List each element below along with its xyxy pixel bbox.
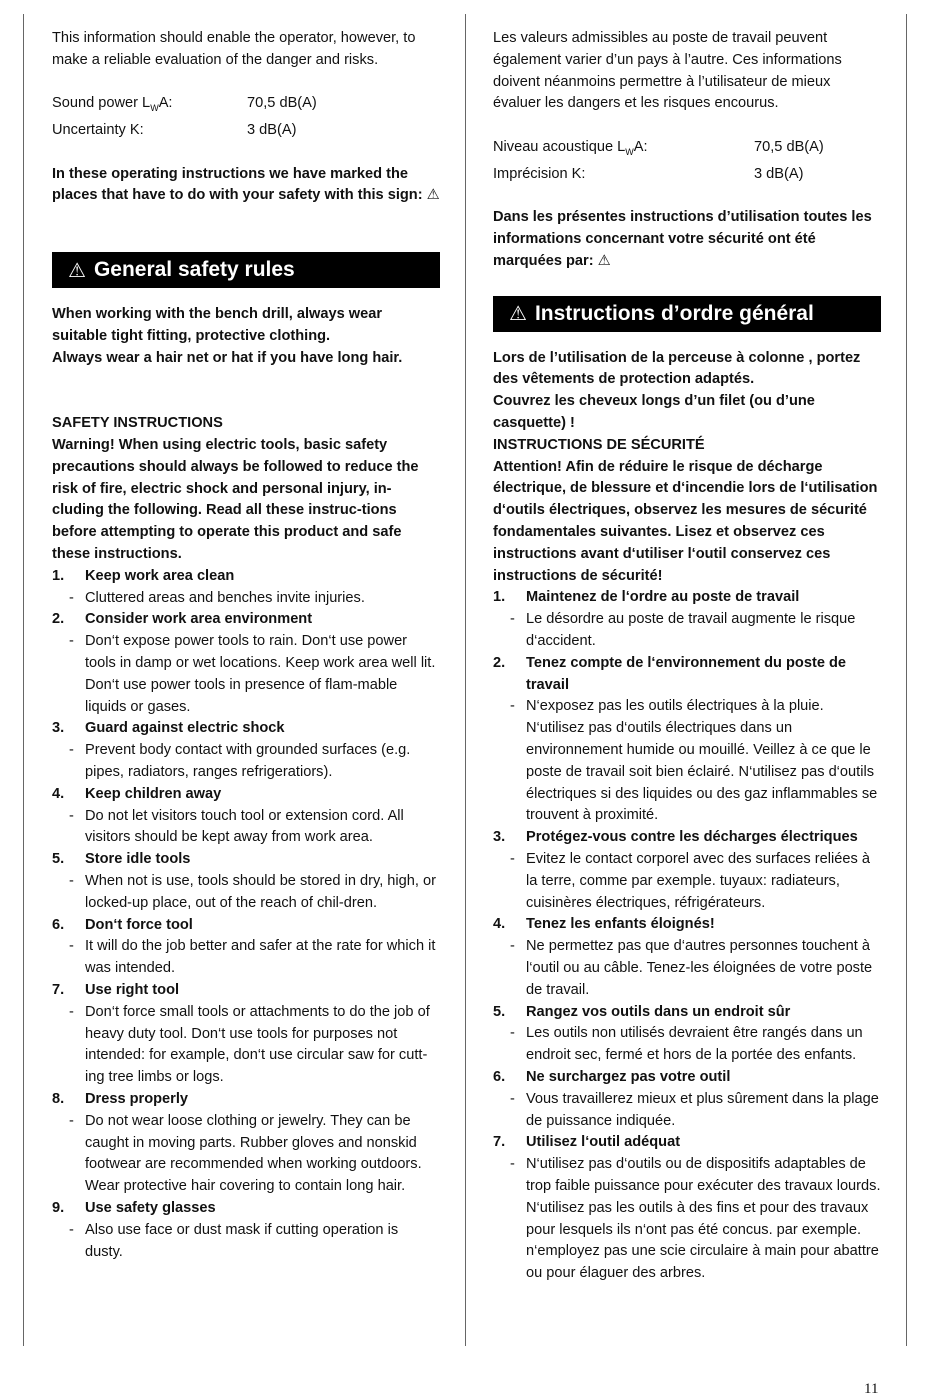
list-item: 6. Don‘t force tool - It will do the job better and safer at the rate for which it was intended. — [52, 915, 440, 980]
list-item: 2. Consider work area environment - Don‘t expose power tools to rain. Don‘t use power tools in damp or wet locations. Keep work area well lit. Don‘t use power tools in presence of flam-mable liquids or gases. — [52, 609, 440, 718]
safety-sign-note: In these operating instructions we have marked the places that have to do with your safety with this sign: ⚠ — [52, 165, 440, 204]
item-description: Also use face or dust mask if cutting operation is dusty. — [85, 1221, 399, 1260]
hair-note: Couvrez les cheveux longs d’un filet (ou d’une casquette) ! — [493, 393, 815, 432]
item-title: Use safety glasses — [85, 1199, 216, 1216]
item-description: Do not wear loose clothing or jewelry. They can be caught in moving parts. Rubber gloves and nonskid footwear are recommended when working outdoors. Wear protective hair covering to contain long hair. — [85, 1112, 422, 1195]
list-item: 3. Guard against electric shock - Prevent body contact with grounded surfaces (e.g. pipes, radiators, ranges refrigeratiors). — [52, 718, 440, 783]
spec-label: Sound power $L_WA$: — [52, 95, 173, 114]
safety-instructions-title: INSTRUCTIONS DE SÉCURITÉ — [493, 436, 705, 453]
list-item: 9. Use safety glasses - Also use face or dust mask if cutting operation is dusty. — [52, 1198, 440, 1263]
item-number: 1. — [52, 567, 65, 584]
item-description: Vous travaillerez mieux et plus sûrement dans la plage de puissance indiquée. — [526, 1090, 879, 1129]
left-margin-rule — [23, 14, 24, 1346]
item-description: N‘exposez pas les outils électriques à la pluie. N‘utilisez pas d‘outils électriques dans un environnement humide ou mouillé. Veillez à ce que le poste de travail soit bien éclairé. N‘utilisez pas d‘outils électriques si des liquides ou des gaz inflammables se trouvent à proximité. — [526, 698, 878, 824]
section-heading — [52, 252, 440, 288]
item-number: 7. — [493, 1134, 506, 1151]
item-title: Tenez compte de l‘environnement du poste de travail — [526, 654, 847, 693]
intro-text: Les valeurs admissibles au poste de travail peuvent également varier d’un pays à l’autre. Ces informations doivent néanmoins permettre à l’utilisateur de mieux évaluer les dangers et les risques encourus. — [493, 30, 842, 112]
item-title: Don‘t force tool — [85, 916, 193, 933]
item-description: Do not let visitors touch tool or extension cord. All visitors should be kept away from work area. — [85, 807, 404, 846]
list-item: 1. Maintenez de l‘ordre au poste de travail - Le désordre au poste de travail augmente le risque d‘accident. — [493, 587, 881, 652]
item-description: Le désordre au poste de travail augmente le risque d‘accident. — [526, 611, 856, 650]
item-description: Cluttered areas and benches invite injuries. — [85, 589, 365, 606]
sound-power-row — [52, 93, 440, 120]
section-heading — [493, 296, 881, 332]
item-title: Protégez-vous contre les décharges électriques — [526, 829, 858, 846]
item-description: When not is use, tools should be stored in dry, high, or locked-up place, out of the reach of chil-dren. — [85, 873, 436, 911]
sound-power-row — [493, 137, 881, 164]
item-number: 7. — [52, 981, 65, 998]
english-column — [52, 28, 440, 1263]
warning-triangle-icon: ⚠ — [68, 259, 86, 282]
item-number: 1. — [493, 589, 506, 606]
spec-value: 3 dB(A) — [247, 122, 297, 139]
item-title: Rangez vos outils dans un endroit sûr — [526, 1003, 791, 1020]
item-description: Evitez le contact corporel avec des surfaces reliées à la terre, comme par exemple. tuyaux: radiateurs, cuisinères électriques, réfrigérateurs. — [526, 851, 870, 911]
item-number: 3. — [52, 720, 65, 737]
warning-paragraph: Attention! Afin de réduire le risque de décharge électrique, de blessure et d‘incendie lors de l‘utilisation d‘outils électriques, observez les mesures de sécurité fondamentales suivantes. Lisez et observez ces instructions avant d‘utiliser l‘outil conservez ces instructions de sécurité! — [493, 458, 878, 584]
list-item: 4. Tenez les enfants éloignés! - Ne permettez pas que d‘autres personnes touchent à l‘outil ou au câble. Tenez-les éloignées de votre poste de travail. — [493, 914, 881, 1001]
item-title: Tenez les enfants éloignés! — [526, 916, 715, 933]
list-item: 6. Ne surchargez pas votre outil - Vous travaillerez mieux et plus sûrement dans la plage de puissance indiquée. — [493, 1067, 881, 1132]
list-item: 5. Store idle tools - When not is use, tools should be stored in dry, high, or locked-up place, out of the reach of chil-dren. — [52, 849, 440, 914]
uncertainty-row — [493, 164, 881, 186]
item-number: 6. — [493, 1068, 506, 1085]
list-item: 4. Keep children away - Do not let visitors touch tool or extension cord. All visitors should be kept away from work area. — [52, 784, 440, 849]
item-title: Maintenez de l‘ordre au poste de travail — [526, 589, 800, 606]
clothing-note: Lors de l’utilisation de la perceuse à colonne , portez des vêtements de protection adaptés. — [493, 349, 861, 388]
item-description: Prevent body contact with grounded surfaces (e.g. pipes, radiators, ranges refrigeratiors). — [85, 742, 411, 781]
spec-value: 70,5 dB(A) — [754, 138, 824, 155]
item-title: Keep work area clean — [85, 567, 235, 584]
item-title: Dress properly — [85, 1090, 189, 1107]
center-column-rule — [465, 14, 466, 1346]
spec-value: 3 dB(A) — [754, 165, 804, 182]
item-description: Don‘t expose power tools to rain. Don‘t use power tools in damp or wet locations. Keep work area well lit. Don‘t use power tools in presence of flam-mable liquids or gases. — [85, 633, 436, 715]
item-description: Ne permettez pas que d‘autres personnes touchent à l‘outil ou au câble. Tenez-les éloignées de votre poste de travail. — [526, 938, 873, 998]
section-heading-text: Instructions d’ordre général — [534, 301, 814, 325]
item-number: 4. — [493, 916, 506, 933]
item-number: 6. — [52, 916, 65, 933]
warning-paragraph: Warning! When using electric tools, basic safety precautions should always be followed to reduce the risk of fire, electric shock and personal injury, in-cluding the following. Read all these instruc-tions before attempting to operate this product and safe these instructions. — [52, 437, 419, 563]
item-number: 5. — [52, 851, 65, 868]
list-item: 8. Dress properly - Do not wear loose clothing or jewelry. They can be caught in moving parts. Rubber gloves and nonskid footwear are recommended when working outdoors. Wear protective hair covering to contain long hair. — [52, 1089, 440, 1198]
item-number: 3. — [493, 829, 506, 846]
intro-text: This information should enable the operator, however, to make a reliable evaluation of the danger and risks. — [52, 30, 416, 68]
item-title: Consider work area environment — [85, 611, 313, 628]
item-number: 8. — [52, 1090, 65, 1107]
item-title: Utilisez l‘outil adéquat — [526, 1134, 681, 1151]
safety-instructions-title: SAFETY INSTRUCTIONS — [52, 415, 223, 432]
spec-label: Niveau acoustique $L_WA$: — [493, 138, 648, 157]
list-item: 3. Protégez-vous contre les décharges électriques - Evitez le contact corporel avec des surfaces reliées à la terre, comme par exemple. tuyaux: radiateurs, cuisinères électriques, réfrigérateurs. — [493, 827, 881, 914]
uncertainty-row — [52, 120, 440, 142]
item-title: Store idle tools — [85, 851, 191, 868]
list-item: 7. Use right tool - Don‘t force small tools or attachments to do the job of heavy duty tool. Don‘t use tools for purposes not intended: for example, don‘t use circular saw for cutt- ing tree limbs or logs. — [52, 980, 440, 1089]
hair-note: Always wear a hair net or hat if you have long hair. — [52, 349, 403, 366]
item-number: 2. — [52, 611, 65, 628]
right-margin-rule — [906, 14, 907, 1346]
safety-sign-note: Dans les présentes instructions d’utilisation toutes les informations concernant votre sécurité ont été marquées par: ⚠ — [493, 209, 872, 269]
page-number: 11 — [864, 1381, 879, 1397]
item-number: 2. — [493, 654, 506, 671]
list-item: 5. Rangez vos outils dans un endroit sûr - Les outils non utilisés devraient être rangés dans un endroit sec, fermé et hors de la portée des enfants. — [493, 1002, 881, 1067]
safety-item-list — [493, 587, 881, 1285]
clothing-note: When working with the bench drill, always wear suitable tight fitting, protective clothing. — [52, 306, 383, 345]
section-heading-text: General safety rules — [93, 258, 295, 282]
item-description: Don‘t force small tools or attachments to do the job of heavy duty tool. Don‘t use tools for purposes not intended: for example, don‘t use circular saw for cutt- ing tree limbs or logs. — [85, 1003, 430, 1086]
french-column — [493, 28, 881, 1285]
item-description: It will do the job better and safer at the rate for which it was intended. — [85, 938, 436, 977]
safety-item-list — [52, 566, 440, 1264]
spec-label: Imprécision K: — [493, 165, 586, 182]
list-item: 2. Tenez compte de l‘environnement du poste de travail - N‘exposez pas les outils électriques à la pluie. N‘utilisez pas d‘outils électriques dans un environnement humide ou mouillé. Veillez à ce que le poste de travail soit bien éclairé. N‘utilisez pas d‘outils électriques si des liquides ou des gaz inflammables se trouvent à proximité. — [493, 653, 881, 827]
item-number: 9. — [52, 1199, 65, 1216]
warning-triangle-icon: ⚠ — [509, 303, 527, 326]
item-title: Ne surchargez pas votre outil — [526, 1068, 731, 1085]
item-number: 4. — [52, 785, 65, 802]
list-item: 7. Utilisez l‘outil adéquat - N‘utilisez pas d‘outils ou de dispositifs adaptables de trop faible puissance pour exécuter des travaux lourds. N‘utilisez pas les outils à des fins et pour des travaux pour lesquels ils n‘ont pas été concus. par exemple. n‘employez pas une scie circulaire à main pour abattre ou pour élaguer des arbres. — [493, 1132, 881, 1285]
item-number: 5. — [493, 1003, 506, 1020]
item-description: N‘utilisez pas d‘outils ou de dispositifs adaptables de trop faible puissance pour exécuter des travaux lourds. N‘utilisez pas les outils à des fins et pour des travaux pour lesquels ils n‘ont pas été concus. par exemple. n‘employez pas une scie circulaire à main pour abattre ou pour élaguer des arbres. — [526, 1156, 881, 1282]
spec-value: 70,5 dB(A) — [247, 95, 317, 112]
item-description: Les outils non utilisés devraient être rangés dans un endroit sec, fermé et hors de la portée des enfants. — [526, 1025, 863, 1064]
item-title: Keep children away — [85, 785, 222, 802]
list-item: 1. Keep work area clean - Cluttered areas and benches invite injuries. — [52, 566, 440, 610]
item-title: Guard against electric shock — [85, 720, 285, 737]
item-title: Use right tool — [85, 981, 180, 998]
spec-label: Uncertainty K: — [52, 122, 144, 139]
